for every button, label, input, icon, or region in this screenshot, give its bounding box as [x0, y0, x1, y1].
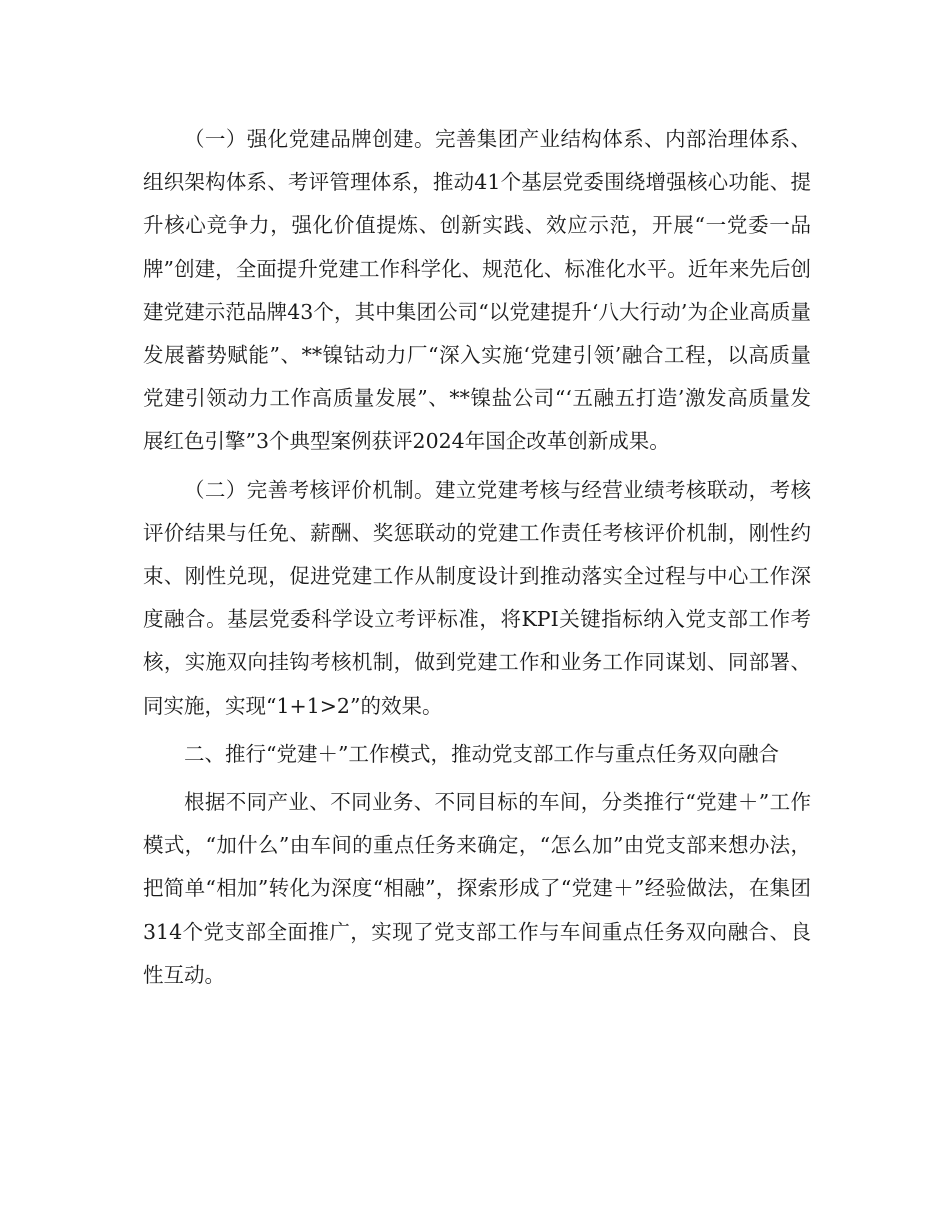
paragraph-evaluation-mechanism: （二）完善考核评价机制。建立党建考核与经营业绩考核联动，考核评价结果与任免、薪酬、奖惩联动的党建工作责任考核评价机制，刚性约束、刚性兑现，促进党建工作从制度设计到推动落实全过程与中心工作深度融合。基层党委科学设立考评标准，将KPI关键指标纳入党支部工作考核，实施双向挂钩考核机制，做到党建工作和业务工作同谋划、同部署、同实施，实现“1+1>2”的效果。: [143, 477, 811, 718]
paragraph-brand-building: （一）强化党建品牌创建。完善集团产业结构体系、内部治理体系、组织架构体系、考评管理体系，推动41个基层党委围绕增强核心功能、提升核心竞争力，强化价值提炼、创新实践、效应示范，开展“一党委一品牌”创建，全面提升党建工作科学化、规范化、标准化水平。近年来先后创建党建示范品牌43个，其中集团公司“以党建提升‘八大行动’为企业高质量发展蓄势赋能”、**镍钴动力厂“深入实施‘党建引领’融合工程，以高质量党建引领动力工作高质量发展”、**镍盐公司“‘五融五打造’激发高质量发展红色引擎”3个典型案例获评2024年国企改革创新成果。: [143, 127, 811, 454]
document-page: [143, 118, 811, 1002]
section-heading: 二、推行“党建＋”工作模式，推动党支部工作与重点任务双向融合: [184, 741, 779, 766]
paragraph-party-building-plus: 根据不同产业、不同业务、不同目标的车间，分类推行“党建＋”工作模式，“加什么”由车间的重点任务来确定，“怎么加”由党支部来想办法，把简单“相加”转化为深度“相融”，探索形成了“党建＋”经验做法，在集团314个党支部全面推广，实现了党支部工作与车间重点任务双向融合、良性互动。: [143, 790, 811, 987]
